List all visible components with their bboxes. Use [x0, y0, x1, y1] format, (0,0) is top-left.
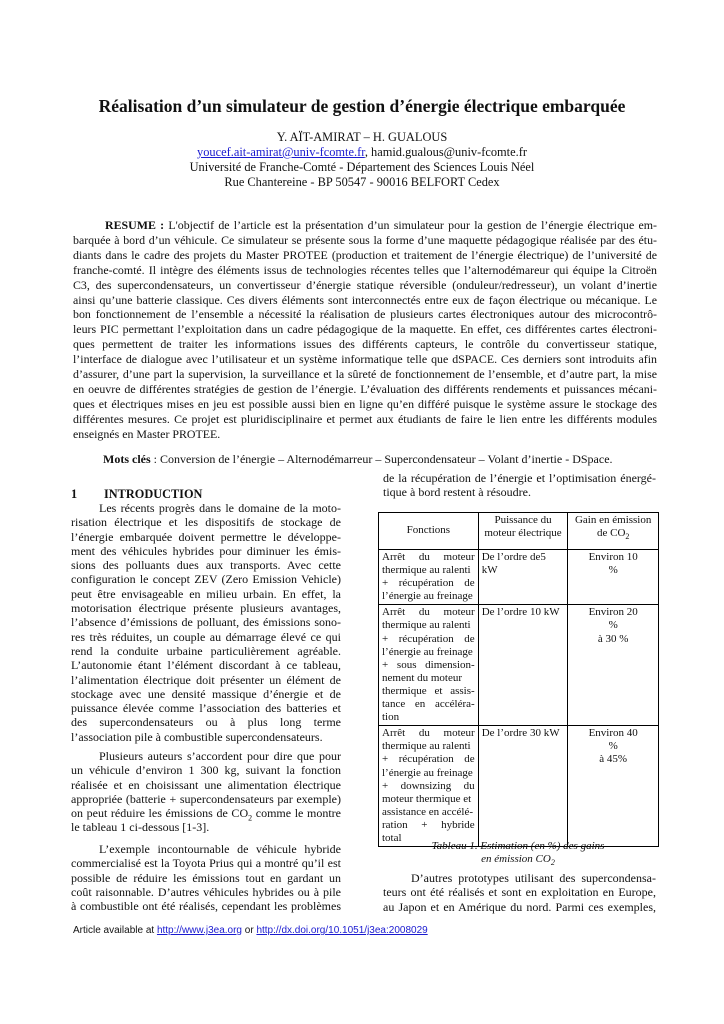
abstract-line: diants dans le cadre des projets du Master PROTEE (production et traitement de l’énergie électrique) de l’université de	[73, 247, 657, 262]
abstract-line: ques et électriques mises en jeu est possible aussi bien en ligne qu’en différé puisque le système assure le stockage des	[73, 396, 657, 411]
table-header-cell: Puissance du moteur électrique	[478, 513, 568, 550]
email-2: , hamid.gualous@univ-fcomte.fr	[364, 145, 527, 159]
table-row	[379, 550, 659, 605]
right-paragraph-intro: de la récupération de l’énergie et l’optimisation énergé- tique à bord restent à résoudre.	[383, 471, 656, 500]
abstract-line: leurs PIC permettant l’exploitation dans un cadre pédagogique de la maquette. En effet, ces différentes cartes électroni-	[73, 322, 657, 337]
abstract-line: l’interface de dialogue avec l’utilisateur et un système informatique telle que dSPACE. Ces derniers sont introduits afin	[73, 352, 657, 367]
abstract-line: barquée à bord d’un véhicule. Ce simulateur se présente sous la forme d’une maquette pédagogique réalisée par des étu-	[73, 232, 657, 247]
table-cell-fonction: Arrêt du moteur thermique au ralenti + récupération de l’énergie au freinage + downsizing du moteur thermique et assistance en accélé- ration + hybride total	[379, 726, 479, 847]
abstract-line: C3, des supercondensateurs, un convertisseur d’énergie statique réversible (onduleur/redresseur), un volant d’inertie	[73, 277, 657, 292]
intro-paragraph-3: L’exemple incontournable de véhicule hybride commercialisé est la Toyota Prius qui a montré qu’il est possible de réduire les émissions tout en gardant un coût raisonnable. D’autres véhicules hybrides ou à pile à combustible ont été réalisés, cependant les problèmes	[71, 842, 341, 914]
table-cell-puissance: De l’ordre 10 kW	[478, 605, 568, 726]
abstract	[73, 218, 657, 442]
abstract-line: en oeuvre de différentes stratégies de gestion de l’énergie. L’évaluation des différents rendements et puissances mécani-	[73, 381, 657, 396]
abstract-line: différentes mesures. Ce projet est pluridisciplinaire et permet aux étudiants de faire le lien entre les différents modules	[73, 411, 657, 426]
abstract-line: ainsi qu’une batterie classique. Ces divers éléments sont interconnectés entre eux de façon électrique ou mécanique. Le	[73, 292, 657, 307]
section-heading	[71, 487, 202, 502]
abstract-line: d’assurer, d’une part la supervision, la surveillance et la sûreté de fonctionnement de l’ensemble, et d’autre part, la mise	[73, 367, 657, 382]
keywords	[103, 452, 613, 467]
intro-paragraph-2: Plusieurs auteurs s’accordent pour dire que pour un véhicule d’environ 1 300 kg, suivant la fonction réalisée et en choisissant une alimentation électrique appropriée (batterie + supercondensateurs par exemple) on peut réduire les émissions de $CO_2$ comme le montre le tableau 1 ci-dessous [1-3].	[71, 749, 341, 835]
paper-title: Réalisation d’un simulateur de gestion d’énergie électrique embarquée	[98, 96, 626, 116]
table-row	[379, 605, 659, 726]
table-caption: Tableau 1. Estimation (en %) des gains en émission $CO_2$	[431, 840, 605, 868]
abstract-label: RESUME :	[105, 218, 165, 232]
abstract-line: enseignés en Master PROTEE.	[73, 426, 221, 441]
email-link[interactable]: youcef.ait-amirat@univ-fcomte.fr	[197, 145, 365, 159]
author-emails	[0, 145, 724, 160]
abstract-line: bon fonctionnement de l’ensemble a nécessité la réalisation de plusieurs cartes électroniques autour des microcontrô-	[73, 307, 657, 322]
footer-availability: Article available at http://www.j3ea.org or http://dx.doi.org/10.1051/j3ea:2008029	[73, 925, 428, 936]
table-cell-puissance: De l’ordre de5 kW	[478, 550, 568, 605]
table-cell-gain: Environ 10 %	[568, 550, 659, 605]
table-header-cell: Gain en émission de $CO_2$	[568, 513, 659, 550]
abstract-line: ques permettent de traiter les informations issues des différents capteurs, le contrôle du convertisseur statique,	[73, 337, 657, 352]
table-cell-fonction: Arrêt du moteur thermique au ralenti + récupération de l’énergie au freinage	[379, 550, 479, 605]
abstract-line: franche-comté. Il intègre des éléments issus de technologies récentes telles que l’alternodémareur qui équipe la Citroën	[73, 262, 657, 277]
footer-link-j3ea[interactable]: http://www.j3ea.org	[156, 925, 242, 936]
abstract-line: RESUME : L'objectif de l’article est la présentation d’un simulateur pour la gestion de l’énergie électrique em-	[105, 218, 657, 232]
keywords-text: : Conversion de l’énergie – Alternodémarreur – Supercondensateur – Volant d’inertie - DSpace.	[150, 452, 613, 466]
intro-paragraph-1: Les récents progrès dans le domaine de la moto- risation électrique et les dispositifs de stockage de l’énergie embarquée doivent permettre le développe- ment des véhicules hybrides pour diminuer les émis- sions des polluants dues aux transports. Avec cette configuration le concept ZEV (Zero Emission Vehicle) peut être envisageable en milieu urbain. En effet, la motorisation électrique présente plusieurs avantages, l’absence d’émissions de polluant, des émissions sono- res très réduites, un couple au démarrage élevé ce qui rend la conduite urbaine particulièrement agréable. L’autonomie étant l’élément discordant à ce tableau, l’alimentation électrique doit présenter un élément de stockage avec une densité massique d’énergie et de puissance élevée comme l’association des batteries et des supercondensateurs ou à plus long terme l’association pile à combustible supercondensateurs.	[71, 501, 341, 744]
table-cell-puissance: De l’ordre 30 kW	[478, 726, 568, 847]
table-header-row	[379, 513, 659, 550]
section-title: INTRODUCTION	[104, 487, 203, 501]
affiliation: Université de Franche-Comté - Département des Sciences Louis Néel	[189, 160, 535, 174]
emission-table	[378, 512, 659, 847]
table-cell-gain: Environ 40 % à 45%	[568, 726, 659, 847]
right-paragraph-prototypes: D’autres prototypes utilisant des supercondensa- teurs ont été réalisés et sont en exploitation en Europe, au Japon et en Amérique du nord. Parmi ces exemples,	[383, 871, 656, 914]
section-number: 1	[71, 487, 78, 501]
table-row	[379, 726, 659, 847]
table-cell-fonction: Arrêt du moteur thermique au ralenti + récupération de l’énergie au freinage + sous dimension- nement du moteur thermique et assis- tance en accéléra- tion	[379, 605, 479, 726]
table-cell-gain: Environ 20 % à 30 %	[568, 605, 659, 726]
authors: Y. AÏT-AMIRAT – H. GUALOUS	[276, 130, 448, 144]
keywords-label: Mots clés	[103, 452, 151, 466]
footer-link-doi[interactable]: http://dx.doi.org/10.1051/j3ea:2008029	[256, 925, 428, 936]
co2-line: on peut réduire les émissions de $CO_2$ comme le montre	[71, 806, 341, 823]
table-header-cell: Fonctions	[379, 513, 479, 550]
address: Rue Chantereine - BP 50547 - 90016 BELFORT Cedex	[224, 175, 500, 189]
